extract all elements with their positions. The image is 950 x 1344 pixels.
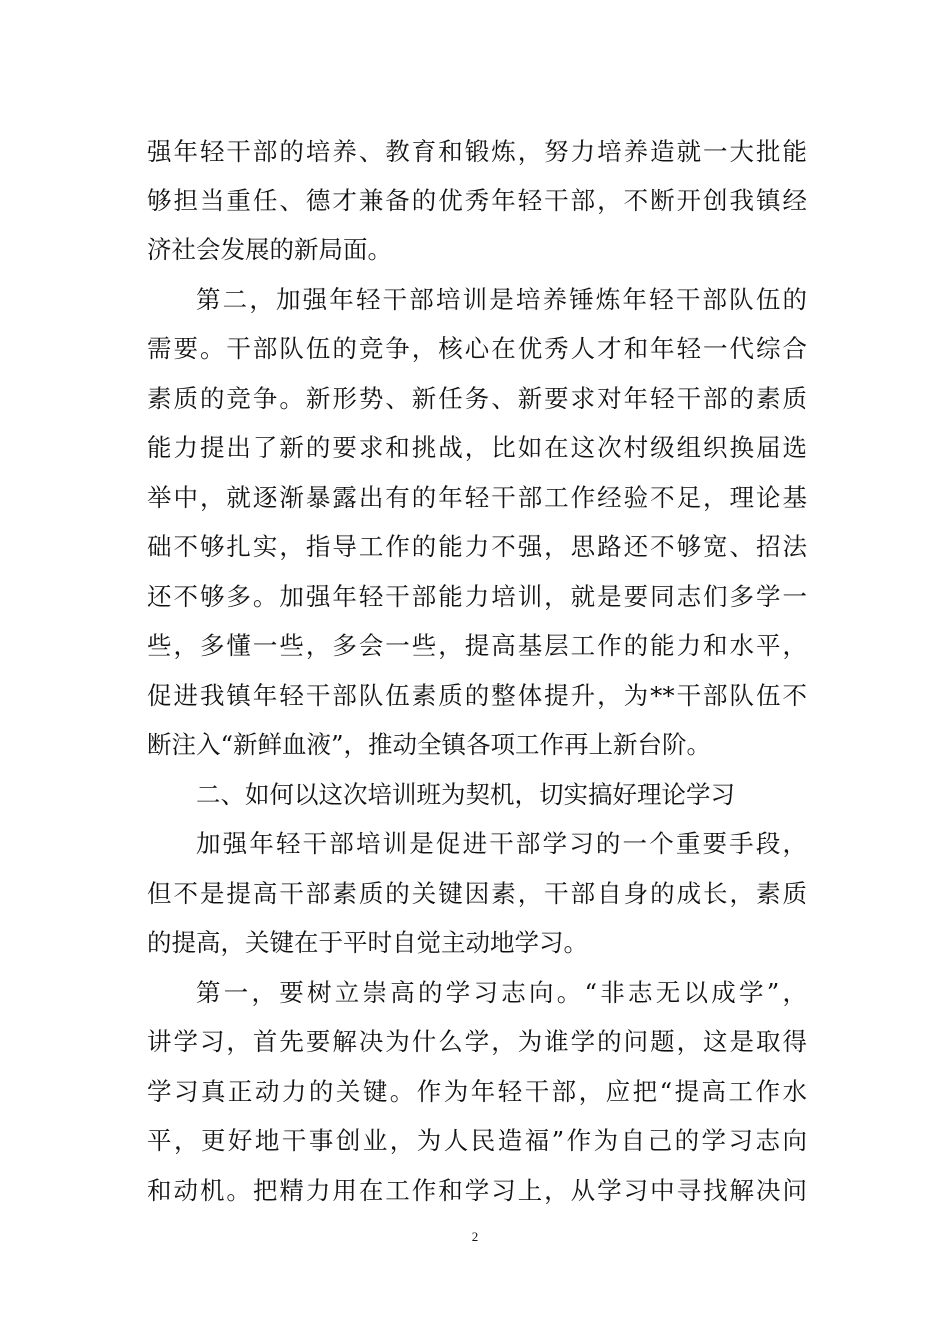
text-line: 能力提出了新的要求和挑战，比如在这次村级组织换届选: [147, 433, 807, 462]
section-heading: 二、如何以这次培训班为契机，切实搞好理论学习: [196, 780, 735, 809]
text-line: 些，多懂一些，多会一些，提高基层工作的能力和水平，: [147, 631, 807, 660]
text-line: 还不够多。加强年轻干部能力培训，就是要同志们多学一: [147, 582, 807, 611]
text-line: 够担当重任、德才兼备的优秀年轻干部，不断开创我镇经: [147, 186, 807, 215]
text-line: 和动机。把精力用在工作和学习上，从学习中寻找解决问: [147, 1176, 807, 1205]
paragraph-start-line: 加强年轻干部培训是促进干部学习的一个重要手段，: [196, 829, 807, 858]
text-line: 济社会发展的新局面。: [147, 235, 392, 264]
paragraph-start-line: 第二，加强年轻干部培训是培养锤炼年轻干部队伍的: [196, 285, 807, 314]
text-line: 举中，就逐渐暴露出有的年轻干部工作经验不足，理论基: [147, 483, 807, 512]
text-line: 促进我镇年轻干部队伍素质的整体提升，为**干部队伍不: [147, 681, 807, 710]
text-line: 学习真正动力的关键。作为年轻干部，应把“提高工作水: [147, 1077, 807, 1106]
text-line: 平，更好地干事创业，为人民造福”作为自己的学习志向: [147, 1126, 807, 1155]
text-line: 但不是提高干部素质的关键因素，干部自身的成长，素质: [147, 879, 807, 908]
text-line: 素质的竞争。新形势、新任务、新要求对年轻干部的素质: [147, 384, 807, 413]
text-line: 需要。干部队伍的竞争，核心在优秀人才和年轻一代综合: [147, 334, 807, 363]
page-number: 2: [471, 1229, 479, 1244]
paragraph-start-line: 第一，要树立崇高的学习志向。“非志无以成学”，: [196, 978, 807, 1007]
text-line: 断注入“新鲜血液”，推动全镇各项工作再上新台阶。: [147, 730, 712, 759]
text-line: 讲学习，首先要解决为什么学，为谁学的问题，这是取得: [147, 1027, 807, 1056]
text-line: 础不够扎实，指导工作的能力不强，思路还不够宽、招法: [147, 532, 807, 561]
text-line: 的提高，关键在于平时自觉主动地学习。: [147, 928, 588, 957]
text-line: 强年轻干部的培养、教育和锻炼，努力培养造就一大批能: [147, 137, 807, 166]
